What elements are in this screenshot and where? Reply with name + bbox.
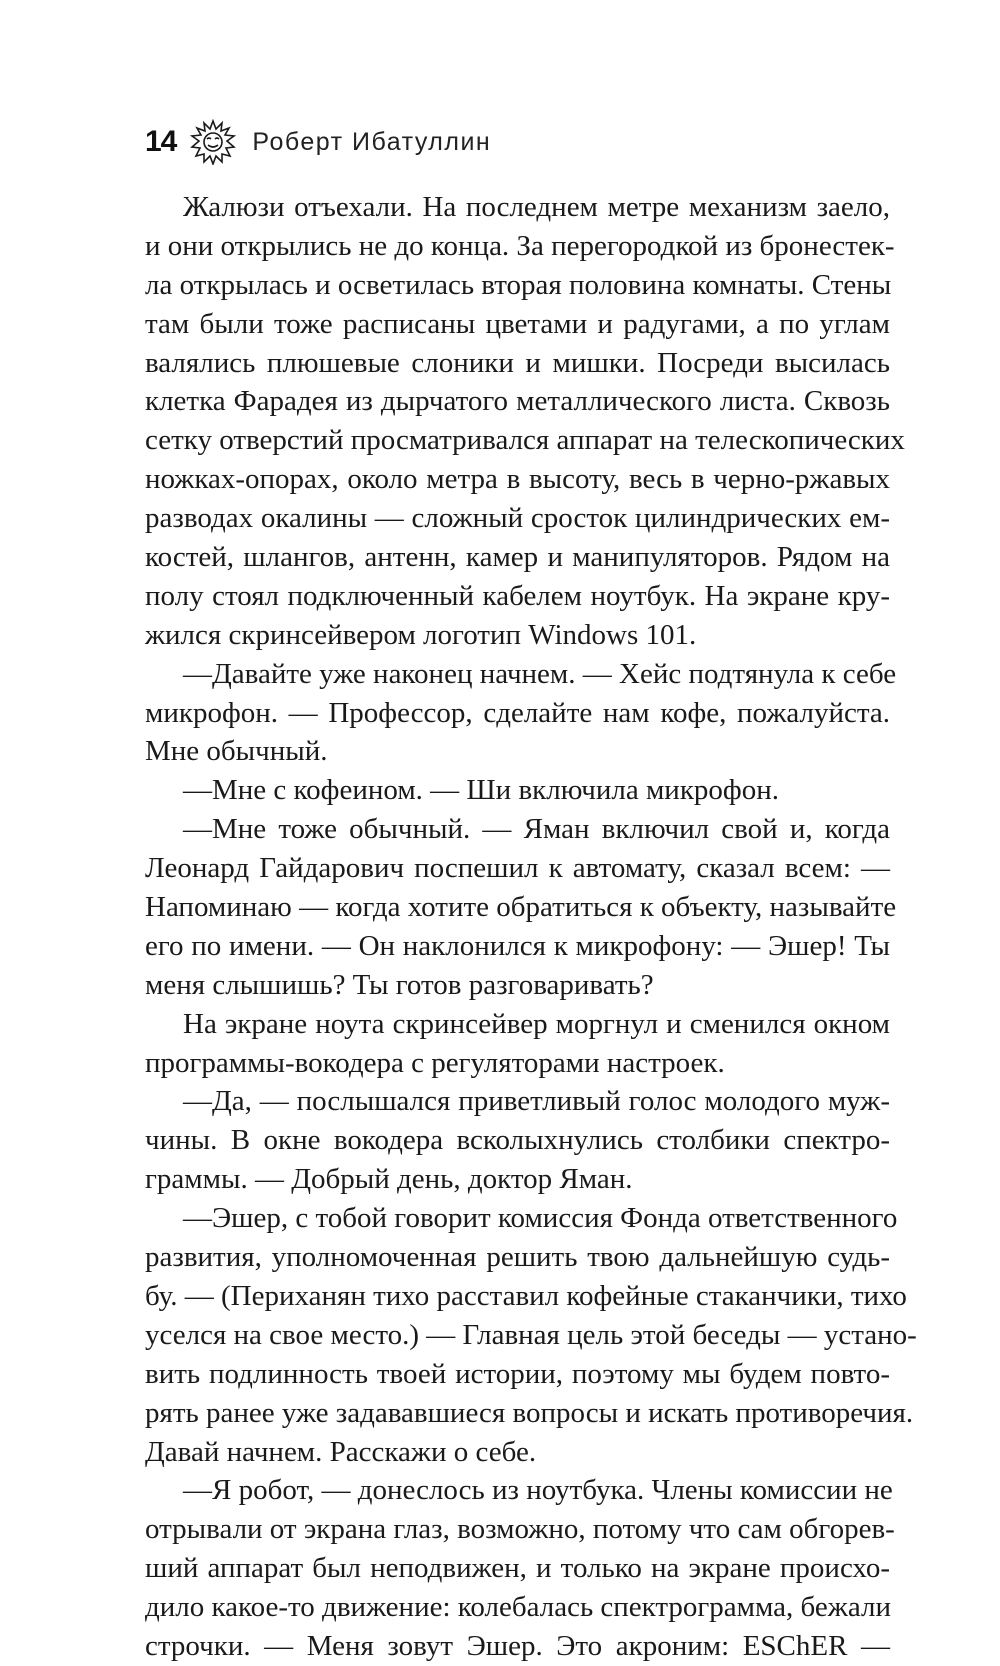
text-line: жился скринсейвером логотип Windows 101. <box>145 618 697 651</box>
text-line: —Давайте уже наконец начнем. — Хейс подтянула к себе <box>183 657 897 690</box>
text-line: клетка Фарадея из дырчатого металлического листа. Сквозь <box>145 385 890 418</box>
text-line: его по имени. — Он наклонился к микрофону: — Эшер! Ты <box>145 929 890 962</box>
text-line: валялись плюшевые слоники и мишки. Посреди высилась <box>145 346 890 379</box>
text-line: ножках-опорах, около метра в высоту, весь в черно-ржавых <box>145 463 890 496</box>
text-line: Жалюзи отъехали. На последнем метре механизм заело, <box>183 191 890 223</box>
text-line: чины. В окне вокодера всколыхнулись столбики спектро- <box>145 1124 890 1157</box>
text-line: Леонард Гайдарович поспешил к автомату, сказал всем: — <box>145 852 890 885</box>
text-line: костей, шлангов, антенн, камер и манипуляторов. Рядом на <box>145 541 890 574</box>
sun-icon <box>190 119 236 165</box>
text-line: Мне обычный. <box>145 735 328 768</box>
text-line: вить подлинность твоей истории, поэтому мы будем повто- <box>145 1357 890 1390</box>
page-number: 14 <box>145 125 177 158</box>
text-line: разводах окалины — сложный сросток цилиндрических ем- <box>145 502 890 535</box>
text-line: —Мне тоже обычный. — Яман включил свой и, когда <box>183 813 890 846</box>
text-line: Давай начнем. Расскажи о себе. <box>145 1435 537 1468</box>
text-line: уселся на свое место.) — Главная цель этой беседы — устано- <box>145 1318 917 1351</box>
text-line: граммы. — Добрый день, доктор Яман. <box>145 1163 633 1196</box>
running-header <box>145 118 491 166</box>
text-line: рять ранее уже задававшиеся вопросы и искать противоречия. <box>145 1396 914 1429</box>
text-line: микрофон. — Профессор, сделайте нам кофе, пожалуйста. <box>145 696 890 729</box>
text-line: полу стоял подключенный кабелем ноутбук. На экране кру- <box>145 579 890 612</box>
body-text <box>145 188 917 1666</box>
text-line: ла открылась и осветилась вторая половина комнаты. Стены <box>145 268 892 301</box>
text-line: программы-вокодера с регуляторами настроек. <box>145 1046 725 1079</box>
text-line: отрывали от экрана глаз, возможно, потому что сам обгорев- <box>145 1513 895 1546</box>
text-line: Напоминаю — когда хотите обратиться к объекту, называйте <box>145 891 897 924</box>
text-line: строчки. — Меня зовут Эшер. Это акроним: ESChER — <box>145 1629 890 1662</box>
text-line: развития, уполномоченная решить твою дальнейшую судь- <box>145 1241 890 1274</box>
text-line: —Мне с кофеином. — Ши включила микрофон. <box>183 774 779 807</box>
text-line: —Да, — послышался приветливый голос молодого муж- <box>183 1085 890 1118</box>
text-line: дило какое-то движение: колебалась спектрограмма, бежали <box>145 1591 891 1624</box>
text-line: меня слышишь? Ты готов разговаривать? <box>145 968 654 1001</box>
text-line: —Эшер, с тобой говорит комиссия Фонда ответственного <box>183 1202 898 1235</box>
text-line: там были тоже расписаны цветами и радугами, а по углам <box>145 307 890 340</box>
text-line: и они открылись не до конца. За перегородкой из бронестек- <box>145 229 895 262</box>
text-line: сетку отверстий просматривался аппарат на телескопических <box>145 424 905 457</box>
text-line: —Я робот, — донеслось из ноутбука. Члены комиссии не <box>183 1474 893 1507</box>
text-line: На экране ноута скринсейвер моргнул и сменился окном <box>183 1007 890 1040</box>
running-header-author: Роберт Ибатуллин <box>252 127 492 156</box>
text-line: ший аппарат был неподвижен, и только на экране происхо- <box>145 1552 890 1585</box>
text-line: бу. — (Периханян тихо расставил кофейные стаканчики, тихо <box>145 1279 907 1312</box>
